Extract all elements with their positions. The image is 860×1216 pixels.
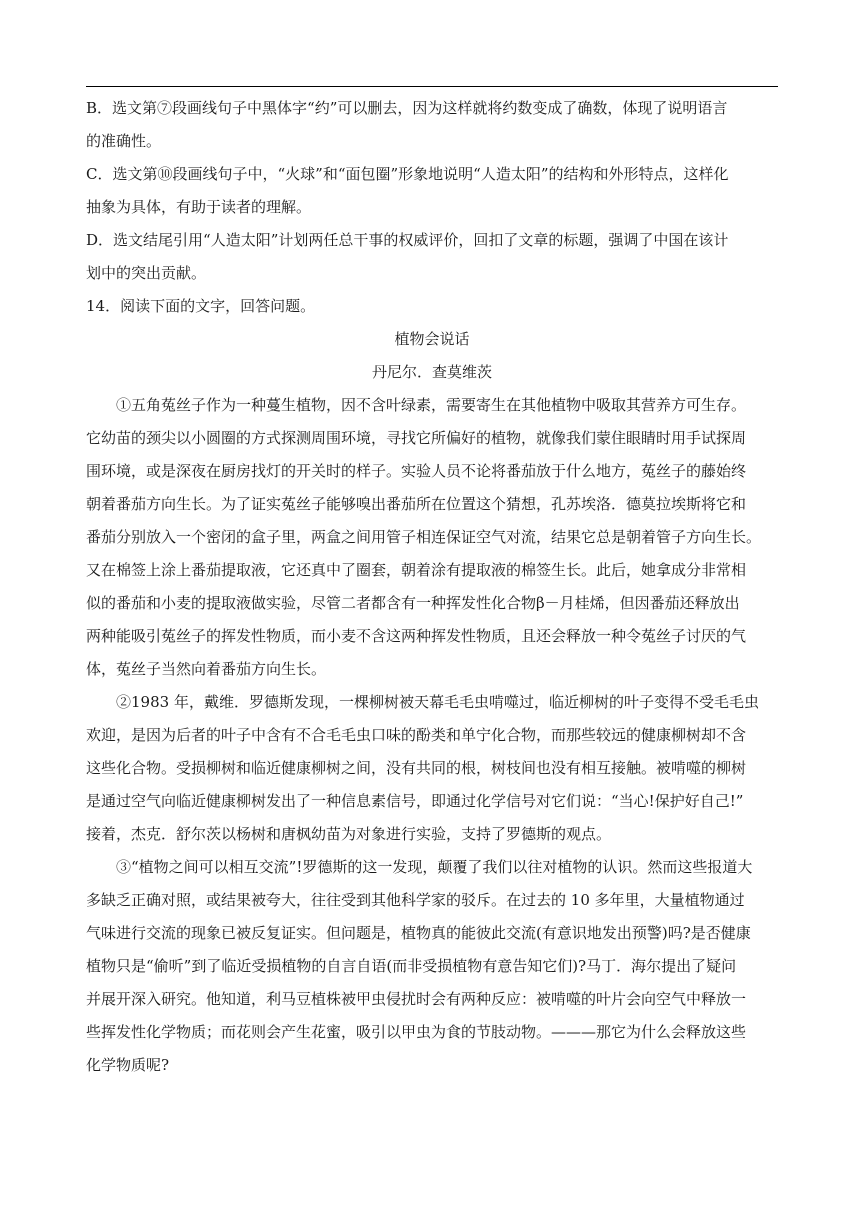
paragraph-line: 它幼苗的颈尖以小圆圈的方式探测周围环境，寻找它所偏好的植物，就像我们蒙住眼睛时用手试探周 [86, 429, 747, 447]
paragraph-line: 围环境，或是深夜在厨房找灯的开关时的样子。实验人员不论将番茄放于什么地方，菟丝子的藤始终 [86, 462, 747, 480]
paragraph-line: ③“植物之间可以相互交流”!罗德斯的这一发现，颠覆了我们以往对植物的认识。然而这些报道大 [116, 858, 753, 876]
article-author: 丹尼尔．查莫维茨 [371, 363, 492, 381]
paragraph-line: 欢迎，是因为后者的叶子中含有不合毛毛虫口味的酚类和单宁化合物，而那些较远的健康柳树却不含 [86, 726, 747, 744]
paragraph-line: 这些化合物。受损柳树和临近健康柳树之间，没有共同的根，树枝间也没有相互接触。被啃噬的柳树 [86, 759, 747, 777]
paragraph-2 [86, 686, 778, 851]
paragraph-line: 似的番茄和小麦的提取液做实验，尽管二者都含有一种挥发性化合物β－月桂烯，但因番茄还释放出 [86, 594, 740, 612]
option-line: 的准确性。 [86, 132, 162, 150]
paragraph-line: 番茄分别放入一个密闭的盒子里，两盒之间用管子相连保证空气对流，结果它总是朝着管子方向生长。 [86, 528, 762, 546]
paragraph-line: 植物只是“偷听”到了临近受损植物的自言自语(而非受损植物有意告知它们)?马丁．海尔提出了疑问 [86, 957, 737, 975]
paragraph-line: 化学物质呢? [86, 1056, 170, 1074]
option-line: D．选文结尾引用“人造太阳”计划两任总干事的权威评价，回扣了文章的标题，强调了中国在该计 [86, 231, 729, 249]
paragraph-line: 气味进行交流的现象已被反复证实。但问题是，植物真的能彼此交流(有意识地发出预警)吗?是否健康 [86, 924, 751, 942]
header-rule [86, 86, 778, 87]
paragraph-line: ①五角菟丝子作为一种蔓生植物，因不含叶绿素，需要寄生在其他植物中吸取其营养方可生存。 [116, 396, 747, 414]
paragraph-1 [86, 389, 778, 686]
document-body [86, 92, 778, 1082]
paragraph-line: 又在棉签上涂上番茄提取液，它还真中了圈套，朝着涂有提取液的棉签生长。此后，她拿成分非常相 [86, 561, 747, 579]
paragraph-line: 并展开深入研究。他知道，利马豆植株被甲虫侵扰时会有两种反应：被啃噬的叶片会向空气中释放一 [86, 990, 747, 1008]
article-title: 植物会说话 [394, 330, 470, 348]
option-c [86, 158, 778, 224]
paragraph-line: ②1983 年，戴维．罗德斯发现，一棵柳树被天幕毛毛虫啃噬过，临近柳树的叶子变得不受毛毛虫 [116, 693, 759, 711]
option-b [86, 92, 778, 158]
paragraph-3 [86, 851, 778, 1082]
paragraph-line: 些挥发性化学物质；而花则会产生花蜜，吸引以甲虫为食的节肢动物。———那它为什么会释放这些 [86, 1023, 747, 1041]
paragraph-line: 是通过空气向临近健康柳树发出了一种信息素信号，即通过化学信号对它们说：“当心!保护好自己!” [86, 792, 744, 810]
paragraph-line: 体，菟丝子当然向着番茄方向生长。 [86, 660, 327, 678]
option-d [86, 224, 778, 290]
option-line: B．选文第⑦段画线句子中黑体字“约”可以删去，因为这样就将约数变成了确数，体现了说明语言 [86, 99, 728, 117]
option-line: 划中的突出贡献。 [86, 264, 207, 282]
option-line: C．选文第⑩段画线句子中，“火球”和“面包圈”形象地说明“人造太阳”的结构和外形特点，这样化 [86, 165, 729, 183]
question-prompt: 14．阅读下面的文字，回答问题。 [86, 297, 316, 315]
paragraph-line: 两种能吸引菟丝子的挥发性物质，而小麦不含这两种挥发性物质，且还会释放一种令菟丝子讨厌的气 [86, 627, 747, 645]
option-line: 抽象为具体，有助于读者的理解。 [86, 198, 312, 216]
paragraph-line: 多缺乏正确对照，或结果被夸大，往往受到其他科学家的驳斥。在过去的 10 多年里，大量植物通过 [86, 891, 745, 909]
paragraph-line: 接着，杰克．舒尔茨以杨树和唐枫幼苗为对象进行实验，支持了罗德斯的观点。 [86, 825, 612, 843]
paragraph-line: 朝着番茄方向生长。为了证实菟丝子能够嗅出番茄所在位置这个猜想，孔苏埃洛．德莫拉埃斯将它和 [86, 495, 747, 513]
